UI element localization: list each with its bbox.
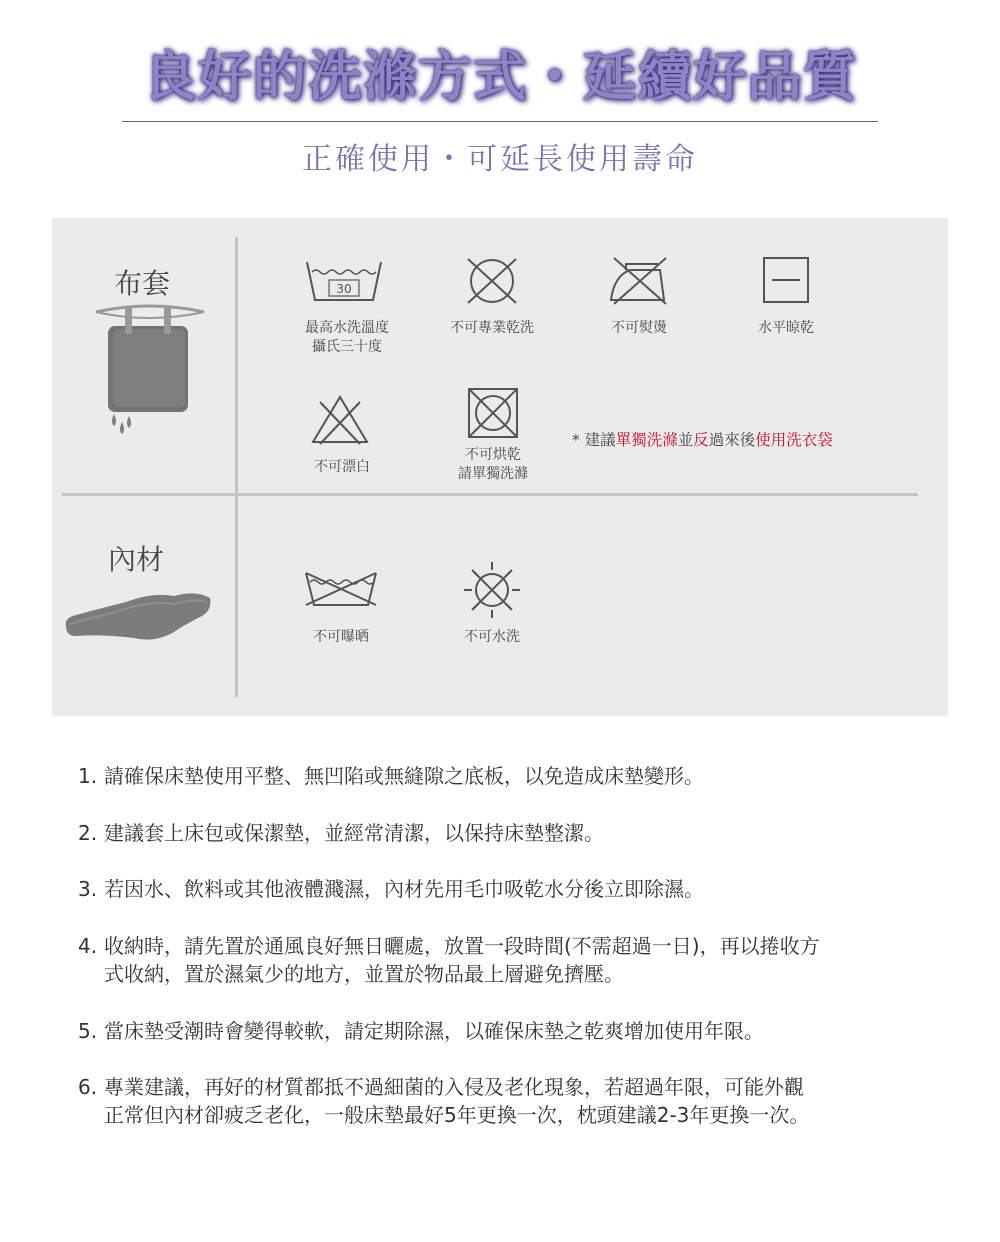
caption-no-wash: 不可水洗 (464, 629, 520, 645)
no-iron-icon (608, 256, 670, 306)
list-item: 4. 收納時，請先置於通風良好無日曬處，放置一段時間(不需超過一日)，再以捲收方 式收納，置於濕氣少的地方，並置於物品最上層避免擠壓。 (78, 934, 820, 986)
care-instructions-list (78, 762, 968, 1129)
svg-text:30: 30 (336, 282, 352, 296)
list-item: 1. 請確保床墊使用平整、無凹陷或無縫隙之底板，以免造成床墊變形。 (78, 764, 704, 788)
caption-no-bleach: 不可漂白 (314, 459, 370, 475)
page-subtitle: 正確使用・可延長使用壽命 (302, 142, 698, 177)
caption-dry-flat: 水平晾乾 (758, 320, 814, 336)
caption-no-iron: 不可熨燙 (611, 320, 667, 336)
pillow-icon (62, 588, 212, 646)
hanging-cover-icon (92, 296, 208, 442)
caption-no-sun: 不可曝晒 (313, 629, 369, 645)
wash-30-icon (305, 258, 383, 304)
panel-horizontal-divider (62, 493, 918, 496)
caption-no-tumble-dry: 不可烘乾 請單獨洗滌 (458, 447, 528, 482)
no-wash-icon (304, 570, 378, 608)
caption-wash-30: 最高水洗溫度 攝氏三十度 (305, 320, 389, 355)
dry-flat-icon (762, 256, 810, 304)
section-label-filling: 內材 (108, 543, 165, 576)
no-tumble-dry-icon (466, 386, 520, 440)
list-item: 2. 建議套上床包或保潔墊，並經常清潔，以保持床墊整潔。 (78, 821, 604, 845)
wash-note: * 建議單獨洗滌並反過來後使用洗衣袋 (572, 431, 833, 449)
page-title: 良好的洗滌方式・延續好品質 (142, 44, 858, 108)
no-bleach-icon (310, 394, 370, 446)
section-label-cover: 布套 (114, 267, 171, 300)
no-dry-clean-icon (462, 256, 522, 306)
list-item: 6. 專業建議，再好的材質都抵不過細菌的入侵及老化現象，若超過年限，可能外觀 正常但內材卻疲乏老化，一般床墊最好5年更換一次，枕頭建議2-3年更換一次。 (78, 1075, 810, 1127)
list-item: 5. 當床墊受潮時會變得較軟，請定期除濕，以確保床墊之乾爽增加使用年限。 (78, 1019, 764, 1043)
caption-no-dry-clean: 不可專業乾洗 (450, 320, 534, 336)
list-item: 3. 若因水、飲料或其他液體濺濕，內材先用毛巾吸乾水分後立即除濕。 (78, 877, 704, 901)
no-sun-icon (460, 558, 524, 622)
panel-vertical-divider (235, 237, 238, 697)
title-divider (122, 121, 878, 122)
